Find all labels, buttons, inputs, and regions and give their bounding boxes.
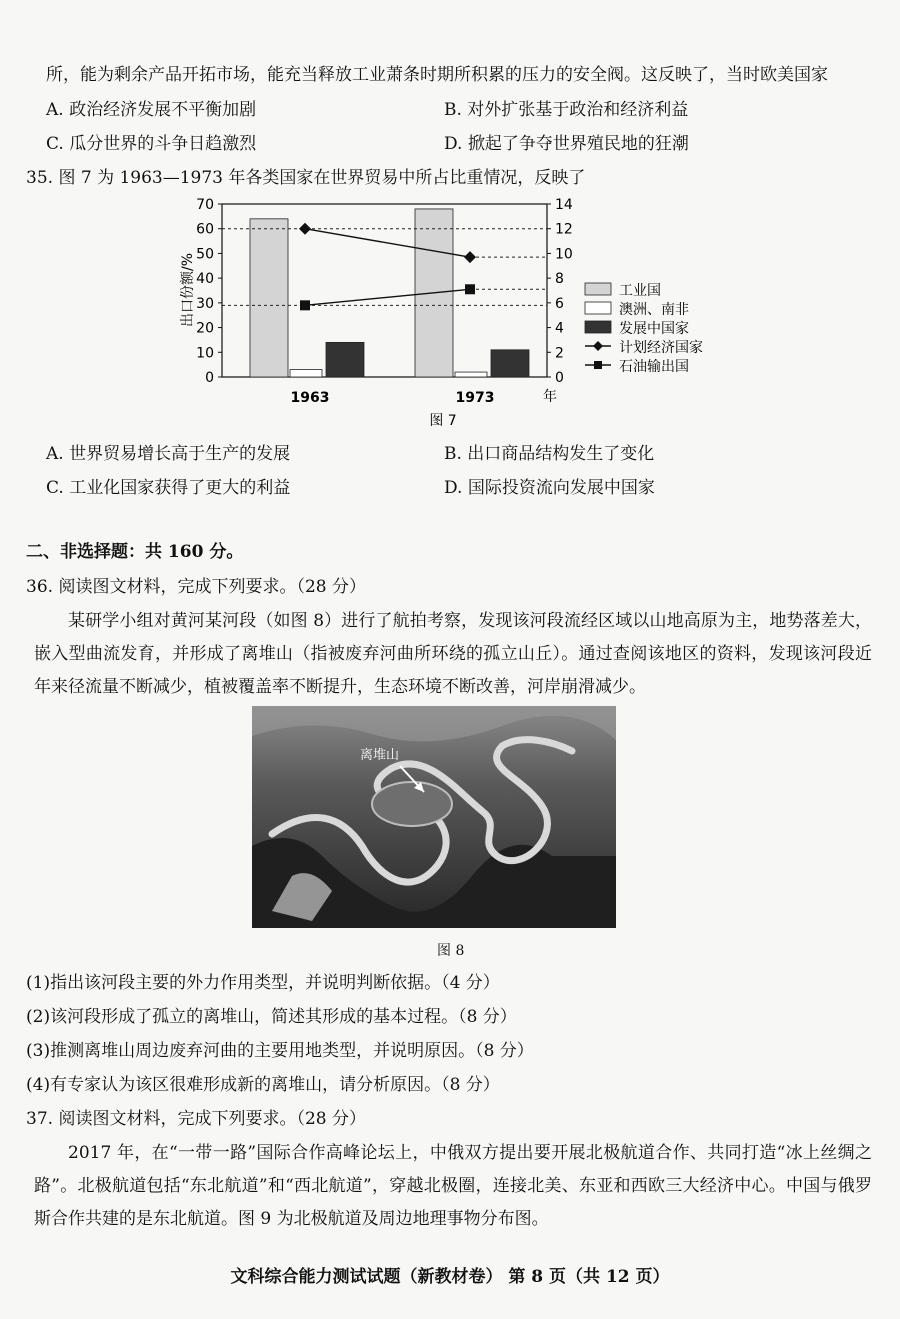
left-axis-tick-label: 70 [196, 197, 214, 213]
top-continuation-line: 所，能为剩余产品开拓市场，能充当释放工业萧条时期所积累的压力的安全阀。这反映了，当时欧美国家 [46, 65, 828, 85]
bar-澳洲、南非-1973 [455, 372, 487, 377]
q36-paragraph: 某研学小组对黄河某河段（如图 8）进行了航拍考察，发现该河段流经区域以山地高原为主，地势落差大，嵌入型曲流发育，并形成了离堆山（指被废弃河曲所环绕的孤立山丘）。通过查阅该地区的资料，发现该河段近年来径流量不断减少，植被覆盖率不断提升，生态环境不断改善，河岸崩滑减少。 [34, 611, 872, 697]
left-axis-tick-label: 30 [196, 295, 214, 312]
x-axis-category-label: 1963 [290, 390, 330, 406]
figure-7-chart [0, 190, 900, 430]
q36-question-2: (2)该河段形成了孤立的离堆山，简述其形成的基本过程。（8 分） [26, 1007, 517, 1027]
q35-option-a: A. 世界贸易增长高于生产的发展 [46, 444, 291, 464]
x-axis-unit: 年 [543, 389, 557, 405]
photo-label-lidushan: 离堆山 [360, 748, 400, 763]
point-计划经济国家-1973 [464, 251, 476, 263]
q34-option-b: B. 对外扩张基于政治和经济利益 [444, 100, 689, 120]
point-石油输出国-1963 [300, 300, 310, 310]
left-axis-tick-label: 60 [196, 221, 214, 238]
q35-stem: 35. 图 7 为 1963—1973 年各类国家在世界贸易中所占比重情况，反映了 [26, 168, 586, 188]
bar-工业国-1963 [250, 219, 288, 377]
q34-option-c: C. 瓜分世界的斗争日趋激烈 [46, 134, 257, 154]
point-计划经济国家-1963 [299, 223, 311, 235]
q37-stem: 37. 阅读图文材料，完成下列要求。（28 分） [26, 1109, 366, 1129]
legend-marker-石油输出国 [594, 361, 602, 369]
right-axis-tick-label: 12 [555, 221, 573, 238]
figure-8-aerial-photo [252, 706, 616, 928]
left-axis-tick-label: 10 [196, 345, 214, 362]
legend-label-工业国: 工业国 [619, 283, 661, 299]
left-axis-tick-label: 40 [196, 271, 214, 288]
q37-paragraph: 2017 年，在“一带一路”国际合作高峰论坛上，中俄双方提出要开展北极航道合作、共同打造“冰上丝绸之路”。北极航道包括“东北航道”和“西北航道”，穿越北极圈，连接北美、东亚和西欧三大经济中心。中国与俄罗斯合作共建的是东北航道。图 9 为北极航道及周边地理事物分布图。 [34, 1143, 872, 1229]
q36-question-3: (3)推测离堆山周边废弃河曲的主要用地类型，并说明原因。（8 分） [26, 1041, 534, 1061]
legend-label-石油输出国: 石油输出国 [619, 359, 689, 375]
left-axis-tick-label: 0 [205, 370, 214, 386]
x-axis-category-label: 1973 [455, 390, 495, 406]
right-axis-tick-label: 10 [555, 246, 573, 263]
section-2-title: 二、非选择题：共 160 分。 [26, 542, 244, 562]
q35-option-b: B. 出口商品结构发生了变化 [444, 444, 655, 464]
q34-option-a: A. 政治经济发展不平衡加剧 [46, 100, 257, 120]
right-axis-tick-label: 8 [555, 271, 564, 288]
q34-option-d: D. 掀起了争夺世界殖民地的狂潮 [444, 134, 689, 154]
legend-label-发展中国家: 发展中国家 [619, 321, 689, 337]
right-axis-tick-label: 2 [555, 345, 564, 362]
right-axis-tick-label: 14 [555, 197, 573, 213]
bar-发展中国家-1973 [491, 350, 529, 377]
y-axis-label: 出口份额/% [180, 252, 196, 328]
q36-stem: 36. 阅读图文材料，完成下列要求。（28 分） [26, 577, 366, 597]
bar-发展中国家-1963 [326, 342, 364, 377]
page-footer: 文科综合能力测试试题（新教材卷） 第 8 页（共 12 页） [230, 1267, 670, 1287]
figure-8-caption: 图 8 [437, 943, 465, 959]
left-axis-tick-label: 20 [196, 320, 214, 337]
q36-question-4: (4)有专家认为该区很难形成新的离堆山，请分析原因。（8 分） [26, 1075, 500, 1095]
legend-swatch-澳洲、南非 [585, 302, 611, 314]
legend-label-计划经济国家: 计划经济国家 [619, 340, 703, 356]
right-axis-tick-label: 0 [555, 370, 564, 386]
q36-question-1: (1)指出该河段主要的外力作用类型，并说明判断依据。（4 分） [26, 973, 500, 993]
legend-swatch-工业国 [585, 283, 611, 295]
bar-澳洲、南非-1963 [290, 370, 322, 377]
right-axis-tick-label: 6 [555, 295, 564, 312]
legend-label-澳洲、南非: 澳洲、南非 [619, 302, 689, 318]
left-axis-tick-label: 50 [196, 246, 214, 263]
legend-swatch-发展中国家 [585, 321, 611, 333]
q35-option-c: C. 工业化国家获得了更大的利益 [46, 478, 291, 498]
right-axis-tick-label: 4 [555, 320, 564, 337]
point-石油输出国-1973 [465, 284, 475, 294]
figure-7-caption: 图 7 [429, 413, 457, 429]
q35-option-d: D. 国际投资流向发展中国家 [444, 478, 655, 498]
legend-marker-计划经济国家 [593, 341, 603, 351]
